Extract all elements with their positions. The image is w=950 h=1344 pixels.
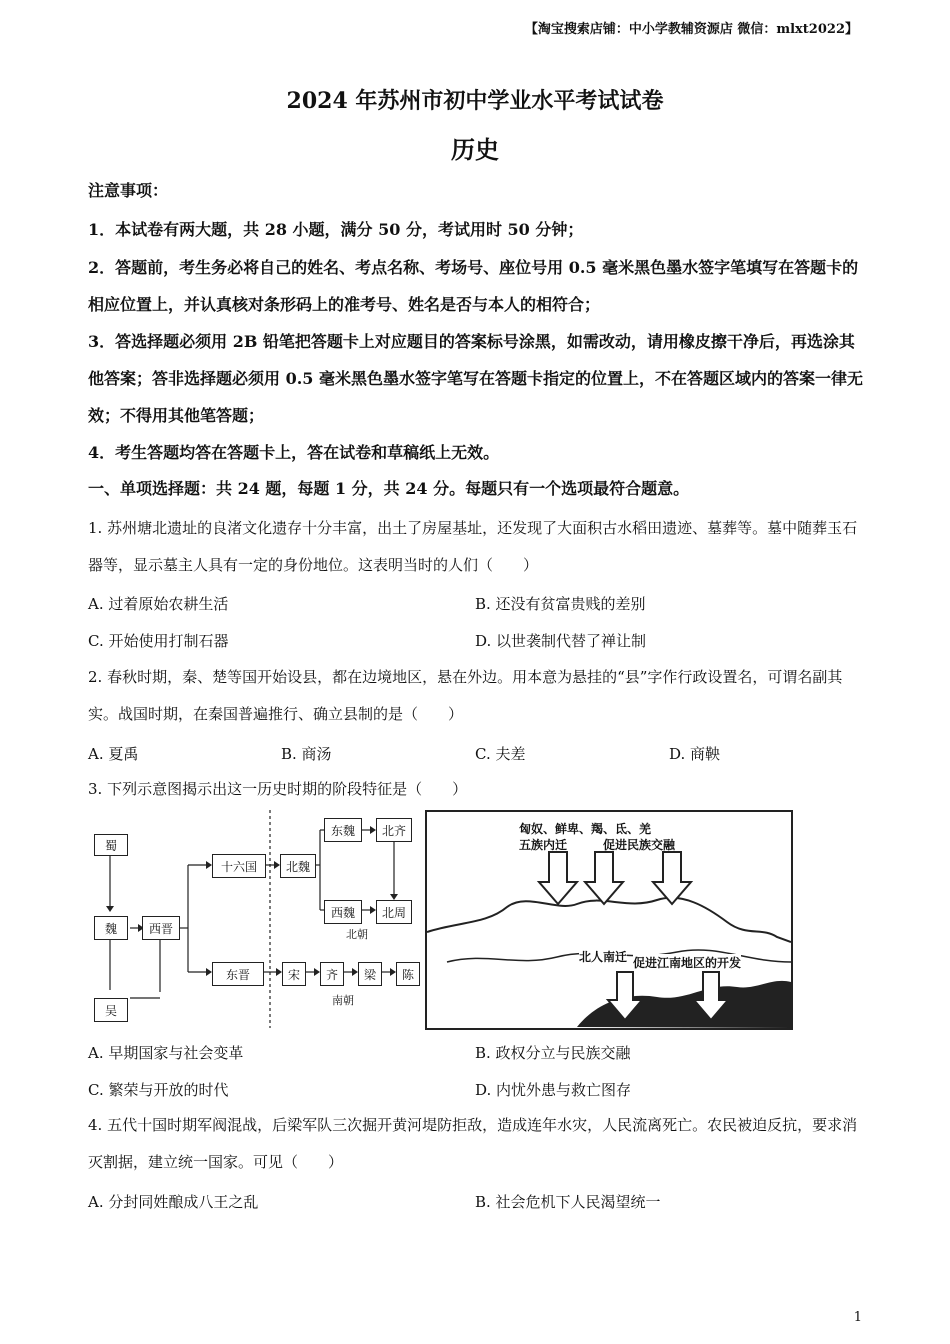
q2-option-b[interactable]: B. 商汤 <box>281 745 332 763</box>
notes-heading: 注意事项： <box>88 181 169 200</box>
note-item-3: 3．答选择题必须用 2B 铅笔把答题卡上对应题目的答案标号涂黑，如需改动，请用橡皮擦干净后，再选涂其他答案；答非选择题必须用 0.5 毫米黑色墨水签字笔写在答题卡指定的位置上，不在答题区域内的答案一律无效；不得用其他笔答题； <box>88 332 863 425</box>
section-title: 一、单项选择题：共 24 题，每题 1 分，共 24 分。每题只有一个选项最符合题意。 <box>88 479 690 498</box>
q4-option-a[interactable]: A. 分封同姓酿成八王之乱 <box>88 1193 259 1211</box>
q2-option-c[interactable]: C. 夫差 <box>475 745 526 763</box>
state-liang: 梁 <box>358 962 382 986</box>
q1-option-d[interactable]: D. 以世袭制代替了禅让制 <box>475 632 647 650</box>
q3-option-b[interactable]: B. 政权分立与民族交融 <box>475 1044 631 1062</box>
state-qi: 齐 <box>320 962 344 986</box>
exam-title: 2024 年苏州市初中学业水平考试试卷 <box>286 88 664 114</box>
q1-option-a[interactable]: A. 过着原始农耕生活 <box>88 595 229 613</box>
header-note: 【淘宝搜索店铺：中小学教辅资源店 微信：mlxt2022】 <box>524 22 858 37</box>
q3-option-c[interactable]: C. 繁荣与开放的时代 <box>88 1081 229 1099</box>
dynasty-flow-lines <box>88 810 420 1028</box>
note-item-2: 2．答题前，考生务必将自己的姓名、考点名称、考场号、座位号用 0.5 毫米黑色墨水签字笔填写在答题卡的相应位置上，并认真核对条形码上的准考号、姓名是否与本人的相符合； <box>88 258 859 314</box>
north-dynasties-label: 北朝 <box>346 928 368 941</box>
question-4-stem: 4. 五代十国时期军阀混战，后梁军队三次掘开黄河堤防拒敌，造成连年水灾，人民流离死亡。农民被迫反抗，要求消灭割据，建立统一国家。可见（ ） <box>88 1116 858 1171</box>
state-beizhou: 北周 <box>376 900 412 924</box>
state-beiwei: 北魏 <box>280 854 316 878</box>
map-label-peoples: 匈奴、鲜卑、羯、氐、羌 <box>519 822 652 836</box>
state-song: 宋 <box>282 962 306 986</box>
subject-title: 历史 <box>451 135 499 164</box>
state-wei: 魏 <box>94 916 128 940</box>
state-shu: 蜀 <box>94 834 128 856</box>
state-xiwei: 西魏 <box>324 900 362 924</box>
question-3-stem: 3. 下列示意图揭示出这一历史时期的阶段特征是（ ） <box>88 780 468 798</box>
south-dynasties-label: 南朝 <box>332 994 354 1007</box>
map-label-fusion: 促进民族交融 <box>603 838 676 852</box>
question-2-stem: 2. 春秋时期，秦、楚等国开始设县，都在边境地区，悬在外边。用本意为悬挂的“县”字作行政设置名，可谓名副其实。战国时期，在秦国普遍推行、确立县制的是（ ） <box>88 668 843 723</box>
migration-map <box>425 810 793 1030</box>
q3-option-a[interactable]: A. 早期国家与社会变革 <box>88 1044 244 1062</box>
state-dongwei: 东魏 <box>324 818 362 842</box>
q2-option-a[interactable]: A. 夏禹 <box>88 745 139 763</box>
question-1-stem: 1. 苏州塘北遗址的良渚文化遗存十分丰富，出土了房屋基址，还发现了大面积古水稻田遗迹、墓葬等。墓中随葬玉石器等，显示墓主人具有一定的身份地位。这表明当时的人们（ ） <box>88 519 858 574</box>
state-shiliuguo: 十六国 <box>212 854 266 878</box>
q1-option-b[interactable]: B. 还没有贫富贵贱的差别 <box>475 595 646 613</box>
q2-option-d[interactable]: D. 商鞅 <box>669 745 721 763</box>
map-label-migration: 五族内迁 <box>519 838 568 852</box>
state-beiqi: 北齐 <box>376 818 412 842</box>
note-item-4: 4．考生答题均答在答题卡上，答在试卷和草稿纸上无效。 <box>88 443 500 462</box>
q1-option-c[interactable]: C. 开始使用打制石器 <box>88 632 229 650</box>
map-label-south-migration: 北人南迁 <box>579 950 628 964</box>
note-item-1: 1．本试卷有两大题，共 28 小题，满分 50 分，考试用时 50 分钟； <box>88 220 584 239</box>
state-chen: 陈 <box>396 962 420 986</box>
q3-option-d[interactable]: D. 内忧外患与救亡图存 <box>475 1081 632 1099</box>
state-wu: 吴 <box>94 998 128 1022</box>
q4-option-b[interactable]: B. 社会危机下人民渴望统一 <box>475 1193 661 1211</box>
state-xijin: 西晋 <box>142 916 180 940</box>
page-number: 1 <box>853 1310 862 1325</box>
state-dongjin: 东晋 <box>212 962 264 986</box>
dynasty-flow-diagram <box>88 810 420 1028</box>
map-label-jiangnan: 促进江南地区的开发 <box>633 956 742 970</box>
